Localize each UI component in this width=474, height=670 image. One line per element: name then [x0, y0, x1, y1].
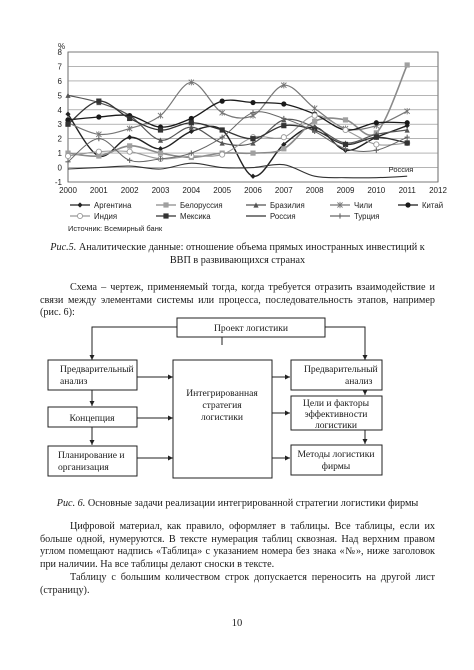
data-point — [343, 127, 348, 132]
figure6-text: Основные задачи реализации интегрированной стратегии логистики фирмы — [85, 498, 419, 509]
svg-text:Планирование иорганизация: Планирование и организация — [58, 450, 125, 473]
data-point — [281, 146, 286, 151]
data-point — [374, 120, 379, 125]
data-point — [405, 120, 410, 125]
data-point — [374, 148, 379, 153]
fdi-line-chart — [40, 40, 445, 255]
legend-label: Бразилия — [270, 201, 305, 210]
data-point — [250, 136, 255, 141]
legend-label: Турция — [354, 212, 380, 221]
x-tick-label: 2005 — [213, 186, 232, 195]
chart-legend — [70, 201, 443, 221]
data-point — [96, 136, 101, 141]
data-point — [220, 99, 225, 104]
legend-label: Индия — [94, 212, 118, 221]
diagram-box-left-3 — [48, 446, 137, 476]
paragraph-tables-text: Цифровой материал, как правило, оформляет в таблицы. Все таблицы, если их больше одной, нумеруются. В тексте нумерация таблиц сквозная. Над верхним правом углом помещают надпись «Таблица» с указанием номера без знака «№», ниже заголовок при наличии. На все таблицы делают сноски в тексте. — [40, 521, 435, 570]
y-unit-label: % — [58, 42, 66, 51]
legend-label: Белоруссия — [180, 201, 223, 210]
data-point — [405, 202, 410, 207]
y-tick-label: -1 — [54, 178, 62, 187]
data-point — [163, 213, 168, 218]
figure6-label: Рис. 6. — [56, 498, 86, 509]
data-point — [312, 113, 317, 118]
svg-text:Методы логистикифирмы: Методы логистики фирмы — [297, 449, 375, 472]
series-line — [68, 163, 407, 178]
data-point — [405, 62, 410, 67]
legend-label: Мексика — [180, 212, 211, 221]
diagram-box-right-3 — [291, 445, 382, 475]
data-point — [337, 213, 342, 218]
data-point — [65, 153, 70, 158]
diagram-box-left-1 — [48, 360, 137, 390]
svg-text:Цели и факторыэффективностилог: Цели и факторы эффективности логистики — [302, 398, 370, 431]
data-point — [189, 120, 194, 125]
russia-annotation: Россия — [388, 164, 414, 174]
data-point — [281, 101, 286, 106]
series-line — [68, 95, 407, 145]
y-tick-label: 3 — [57, 120, 62, 130]
chart-source: Источник: Всемирный банк — [68, 224, 163, 233]
data-point — [65, 122, 70, 127]
data-point — [96, 99, 101, 104]
figure5-text: Аналитические данные: отношение объема прямых иностранных инвестиций к ВВП в развивающихся странах — [76, 242, 425, 266]
legend-item — [156, 201, 223, 210]
data-point — [220, 152, 225, 157]
data-point — [96, 149, 101, 154]
legend-item — [156, 212, 211, 221]
data-point — [374, 135, 379, 140]
x-tick-label: 2007 — [274, 186, 293, 195]
legend-label: Китай — [422, 201, 444, 210]
paragraph-transfer — [40, 572, 435, 597]
svg-text:Предварительныйанализ: Предварительный анализ — [304, 364, 378, 387]
legend-item — [330, 212, 380, 221]
diagram-box-right-2 — [291, 396, 382, 431]
legend-label: Аргентина — [94, 201, 132, 210]
diagram-left-2-label: Концепция — [69, 413, 115, 424]
svg-text:Предварительныйанализ: Предварительный анализ — [60, 364, 134, 387]
y-tick-label: 8 — [57, 48, 62, 57]
data-point — [158, 112, 163, 118]
x-tick-label: 2006 — [244, 186, 262, 195]
y-tick-label: 2 — [57, 134, 62, 144]
x-tick-label: 2008 — [305, 186, 324, 195]
x-tick-label: 2000 — [59, 186, 77, 195]
data-point — [281, 135, 286, 140]
data-point — [96, 114, 101, 119]
legend-label: Чили — [354, 201, 373, 210]
data-point — [343, 117, 348, 122]
diagram-box-left-2 — [48, 407, 137, 427]
page-number: 10 — [231, 618, 243, 629]
data-point — [127, 143, 132, 148]
y-tick-label: 6 — [57, 76, 62, 86]
data-point — [220, 110, 225, 116]
diagram-top-label: Проект логистики — [213, 323, 289, 334]
paragraph-transfer-text: Таблицу с большим количеством строк допускается переносить на другой лист (страницу). — [40, 572, 435, 596]
y-tick-label: 1 — [57, 149, 62, 159]
x-tick-label: 2001 — [89, 186, 108, 195]
y-axis-ticks — [55, 48, 63, 187]
legend-item — [330, 201, 372, 210]
legend-item — [246, 212, 296, 221]
series-line — [68, 101, 407, 145]
y-tick-label: 7 — [57, 62, 62, 72]
data-point — [405, 140, 410, 145]
x-tick-label: 2011 — [398, 186, 416, 195]
legend-item — [246, 201, 305, 210]
figure5-caption — [40, 242, 435, 267]
data-point — [405, 108, 410, 114]
diagram-box-center — [173, 360, 272, 478]
legend-item — [70, 212, 117, 221]
x-axis-ticks — [59, 186, 447, 195]
y-tick-label: 5 — [57, 91, 62, 101]
x-tick-label: 2003 — [151, 186, 170, 195]
data-point — [312, 119, 317, 124]
data-point — [281, 123, 286, 128]
data-point — [127, 116, 132, 121]
data-point — [250, 100, 255, 105]
figure6-caption — [40, 498, 435, 511]
data-point — [405, 135, 410, 140]
data-point — [220, 127, 225, 132]
data-point — [163, 202, 168, 207]
figure5-label: Рис.5. — [50, 242, 77, 253]
data-point — [127, 149, 132, 154]
y-tick-label: 4 — [57, 105, 62, 115]
legend-item — [70, 201, 132, 210]
x-tick-label: 2012 — [429, 186, 447, 195]
series-Мексика — [65, 99, 409, 148]
logistics-diagram — [40, 340, 435, 490]
paragraph-schema-text: Схема – чертеж, применяемый тогда, когда требуется отразить взаимодействие и связи между элементами системы или процесса, последовательность этапов, например (рис. 6): — [40, 282, 435, 319]
diagram-box-right-1 — [291, 360, 382, 390]
data-point — [127, 135, 132, 140]
x-tick-label: 2010 — [367, 186, 386, 195]
data-point — [158, 127, 163, 132]
series-lines — [65, 62, 409, 178]
svg-text:Интегрированнаястратегиялогист: Интегрированная стратегия логистики — [186, 388, 258, 423]
y-tick-label: 0 — [57, 163, 62, 173]
data-point — [158, 151, 163, 156]
data-point — [77, 202, 82, 207]
x-tick-label: 2004 — [182, 186, 201, 195]
legend-label: Россия — [270, 212, 296, 221]
legend-item — [398, 201, 443, 210]
data-point — [312, 105, 317, 111]
series-Россия — [68, 163, 407, 178]
data-point — [250, 174, 255, 179]
x-tick-label: 2009 — [336, 186, 355, 195]
data-point — [77, 213, 82, 218]
diagram-box-top — [40, 315, 435, 345]
paragraph-tables — [40, 521, 435, 571]
data-point — [127, 158, 132, 163]
data-point — [250, 151, 255, 156]
x-tick-label: 2002 — [120, 186, 139, 195]
data-point — [374, 142, 379, 147]
